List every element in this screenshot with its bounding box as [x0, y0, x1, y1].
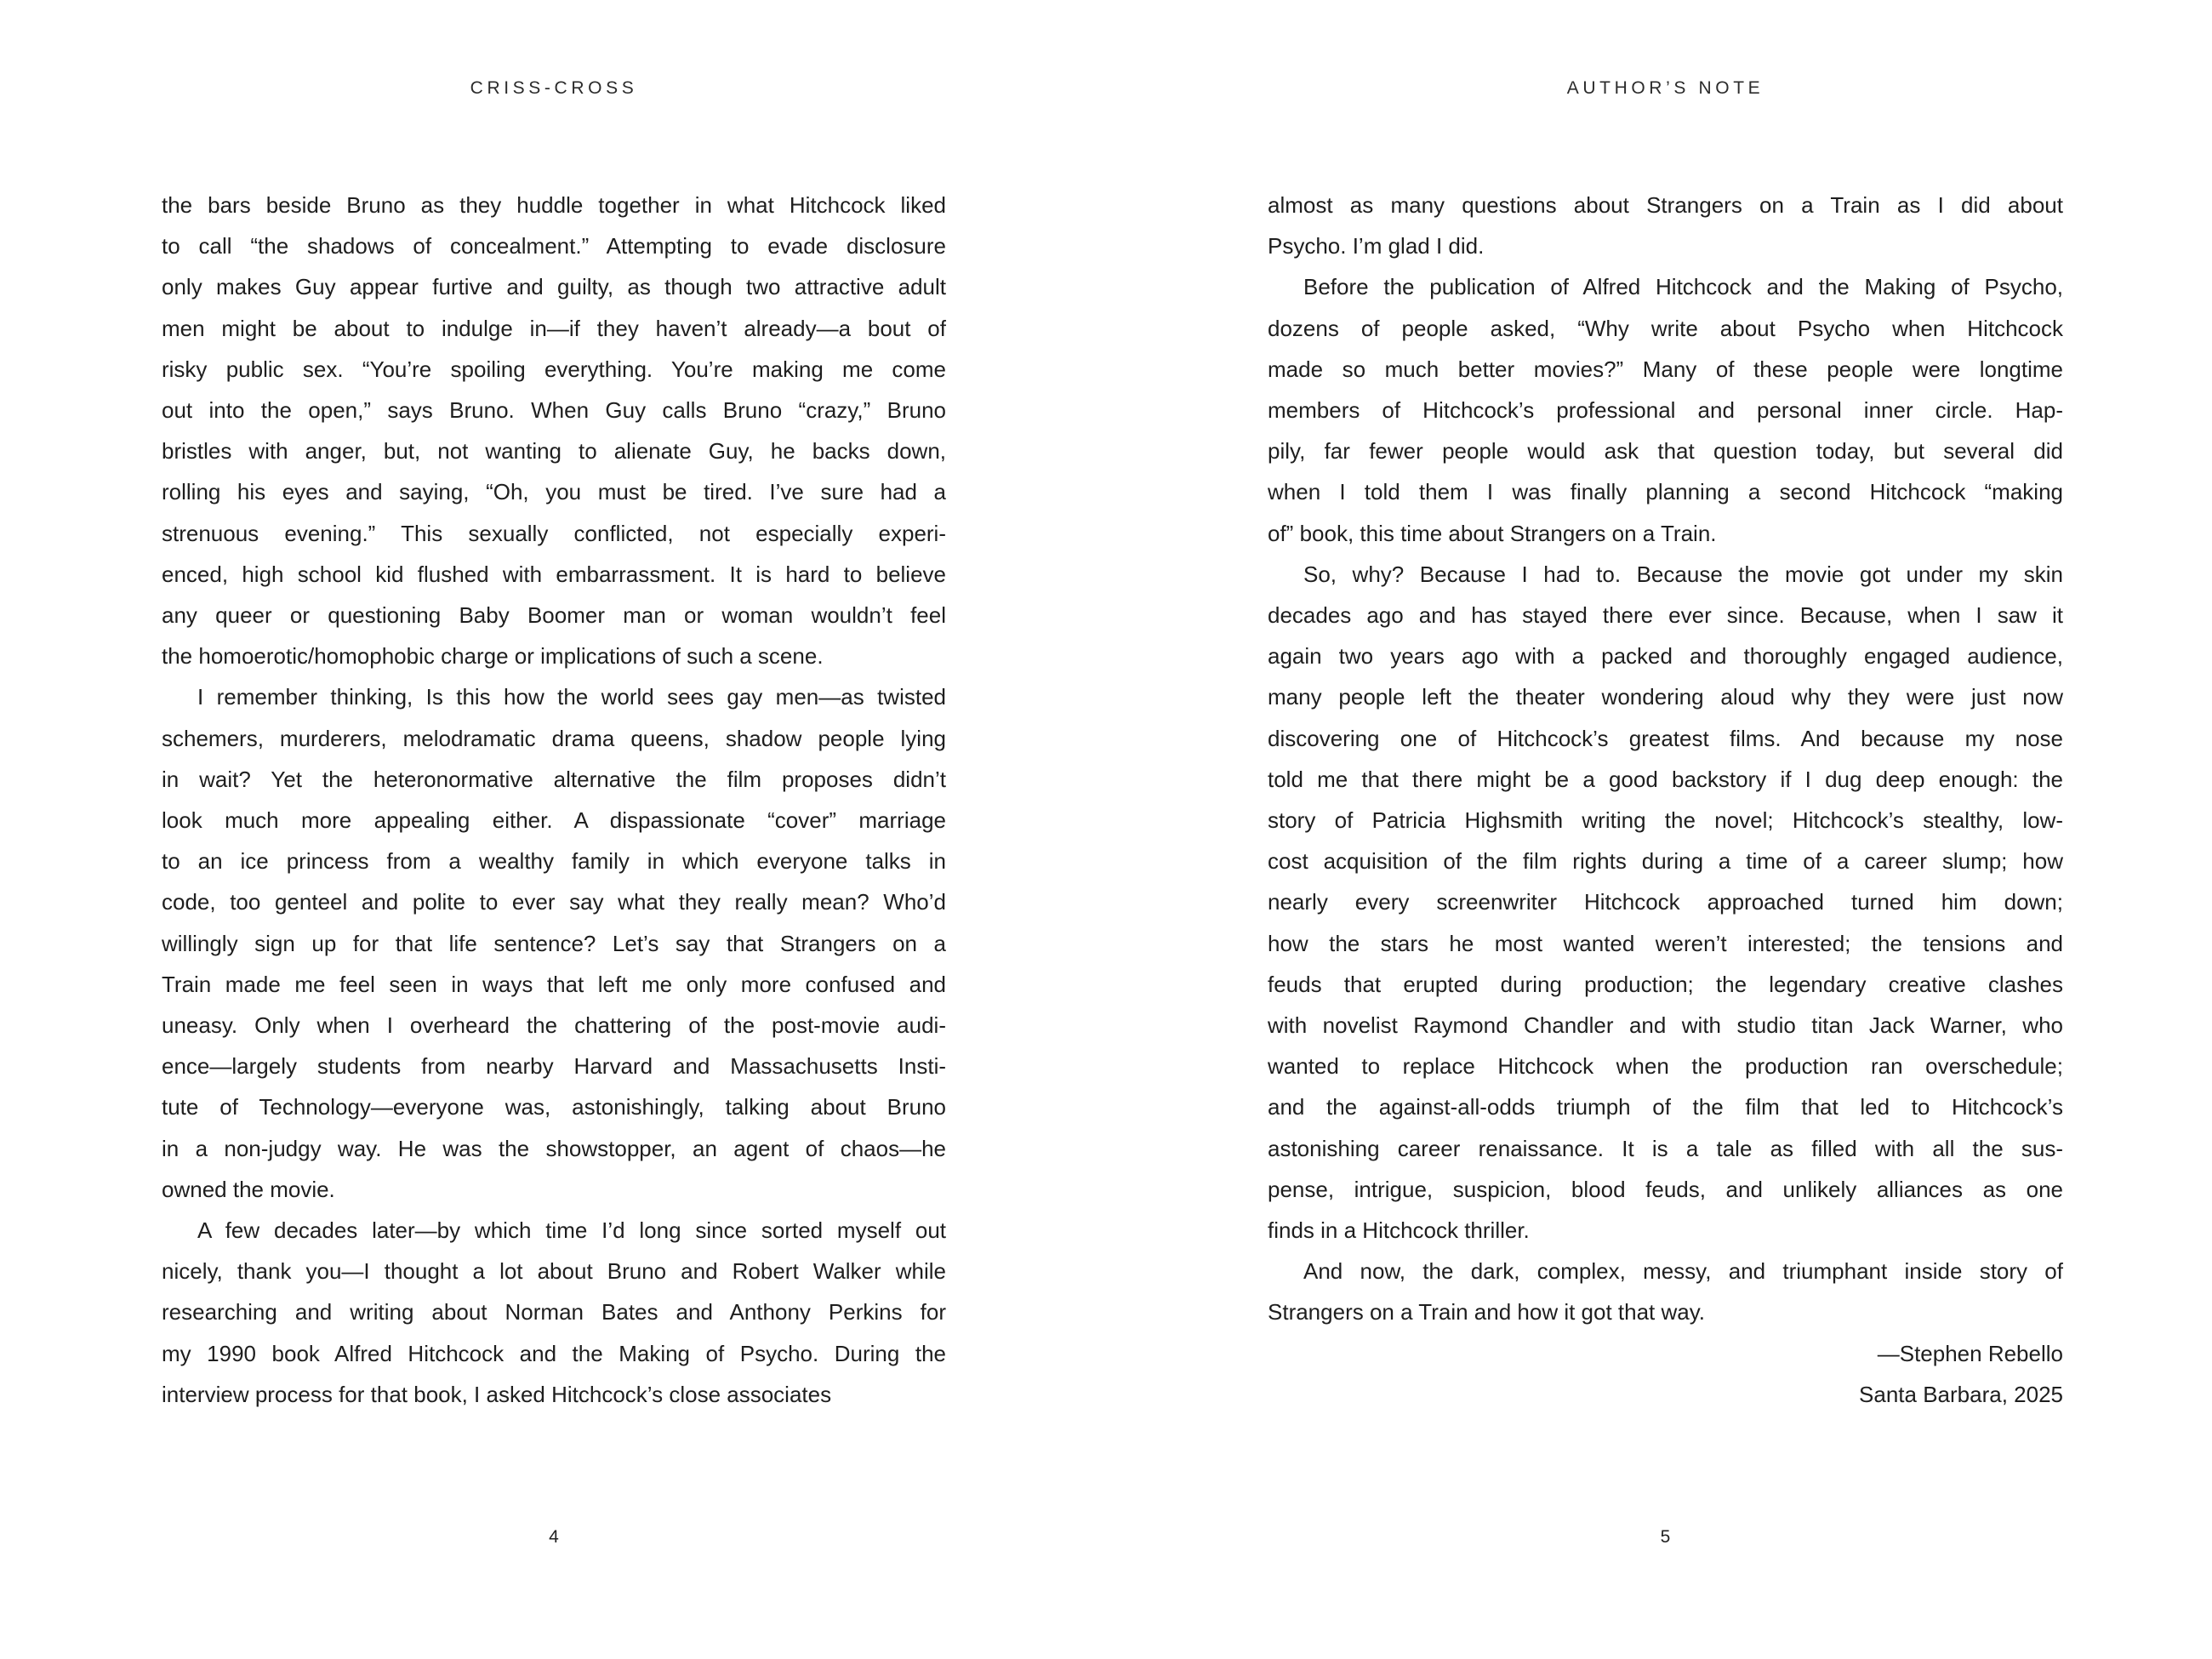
- text-line: Santa Barbara, 2025: [1859, 1381, 2063, 1407]
- text-line: discovering one of Hitchcock’s greatest films. And because my nose: [1268, 725, 2063, 751]
- page-number-left: 4: [549, 1527, 559, 1547]
- text-line: enced, high school kid flushed with embarrassment. It is hard to believe: [162, 561, 946, 587]
- paragraph: [1268, 1333, 2063, 1415]
- text-line: in a non-judgy way. He was the showstopper, an agent of chaos—he: [162, 1135, 946, 1161]
- paragraph: [1268, 266, 2063, 553]
- text-line: interview process for that book, I asked Hitchcock’s close associates: [162, 1381, 832, 1407]
- paragraph: [1268, 554, 2063, 1251]
- text-line: cost acquisition of the film rights during a time of a career slump; how: [1268, 848, 2063, 875]
- text-line: told me that there might be a good backstory if I dug deep enough: the: [1268, 766, 2063, 792]
- text-line: only makes Guy appear furtive and guilty, as though two attractive adult: [162, 274, 946, 300]
- text-line: when I told them I was finally planning a second Hitchcock “making: [1268, 479, 2063, 505]
- text-line: pily, far fewer people would ask that question today, but several did: [1268, 438, 2063, 465]
- running-head-left: CRISS-CROSS: [470, 78, 638, 98]
- text-line: the bars beside Bruno as they huddle together in what Hitchcock liked: [162, 192, 946, 218]
- text-line: feuds that erupted during production; the legendary creative clashes: [1268, 971, 2063, 997]
- text-line: rolling his eyes and saying, “Oh, you must be tired. I’ve sure had a: [162, 479, 946, 505]
- text-line: made so much better movies?” Many of these people were longtime: [1268, 356, 2063, 382]
- text-line: story of Patricia Highsmith writing the novel; Hitchcock’s stealthy, low-: [1268, 807, 2063, 834]
- text-line: bristles with anger, but, not wanting to alienate Guy, he backs down,: [162, 438, 946, 465]
- text-block-left: [162, 185, 946, 1415]
- text-line: again two years ago with a packed and thoroughly engaged audience,: [1268, 643, 2063, 670]
- paragraph: [1268, 185, 2063, 266]
- text-line: wanted to replace Hitchcock when the production ran overschedule;: [1268, 1053, 2063, 1080]
- text-line: —Stephen Rebello: [1877, 1340, 2063, 1366]
- text-line: Train made me feel seen in ways that left me only more confused and: [162, 971, 946, 997]
- text-line: Strangers on a Train and how it got that way.: [1268, 1299, 1706, 1325]
- text-line: strenuous evening.” This sexually conflicted, not especially experi-: [162, 520, 946, 546]
- running-head-right: AUTHOR’S NOTE: [1566, 78, 1764, 98]
- paragraph: [1268, 1251, 2063, 1332]
- page-number-right: 5: [1660, 1527, 1671, 1547]
- text-line: to call “the shadows of concealment.” Attempting to evade disclosure: [162, 233, 946, 259]
- text-line: tute of Technology—everyone was, astonishingly, talking about Bruno: [162, 1094, 946, 1120]
- text-line: any queer or questioning Baby Boomer man or woman wouldn’t feel: [162, 602, 946, 629]
- text-line: many people left the theater wondering aloud why they were just now: [1268, 684, 2063, 710]
- page-left: [162, 0, 946, 1659]
- text-line: And now, the dark, complex, messy, and triumphant inside story of: [1303, 1258, 2063, 1285]
- text-line: members of Hitchcock’s professional and personal inner circle. Hap-: [1268, 397, 2063, 424]
- text-line: of” book, this time about Strangers on a Train.: [1268, 520, 1717, 546]
- page-right: [1268, 0, 2063, 1659]
- text-line: dozens of people asked, “Why write about Psycho when Hitchcock: [1268, 315, 2063, 341]
- text-line: how the stars he most wanted weren’t interested; the tensions and: [1268, 930, 2063, 956]
- text-line: look much more appealing either. A dispassionate “cover” marriage: [162, 807, 946, 834]
- text-line: finds in a Hitchcock thriller.: [1268, 1217, 1530, 1244]
- text-line: schemers, murderers, melodramatic drama queens, shadow people lying: [162, 725, 946, 751]
- text-line: and the against-all-odds triumph of the film that led to Hitchcock’s: [1268, 1094, 2063, 1120]
- paragraph: [162, 1210, 946, 1415]
- text-line: A few decades later—by which time I’d long since sorted myself out: [197, 1217, 946, 1244]
- text-line: code, too genteel and polite to ever say what they really mean? Who’d: [162, 889, 946, 915]
- text-line: nearly every screenwriter Hitchcock approached turned him down;: [1268, 889, 2063, 915]
- text-line: to an ice princess from a wealthy family in which everyone talks in: [162, 848, 946, 875]
- text-line: out into the open,” says Bruno. When Guy calls Bruno “crazy,” Bruno: [162, 397, 946, 424]
- text-line: ence—largely students from nearby Harvard and Massachusetts Insti-: [162, 1053, 946, 1080]
- paragraph: [162, 185, 946, 676]
- text-line: nicely, thank you—I thought a lot about Bruno and Robert Walker while: [162, 1258, 946, 1285]
- text-line: uneasy. Only when I overheard the chattering of the post-movie audi-: [162, 1012, 946, 1039]
- text-line: researching and writing about Norman Bates and Anthony Perkins for: [162, 1299, 946, 1325]
- text-line: Psycho. I’m glad I did.: [1268, 233, 1485, 259]
- text-line: my 1990 book Alfred Hitchcock and the Making of Psycho. During the: [162, 1340, 946, 1366]
- text-line: I remember thinking, Is this how the world sees gay men—as twisted: [197, 684, 946, 710]
- text-line: pense, intrigue, suspicion, blood feuds, and unlikely alliances as one: [1268, 1176, 2063, 1202]
- text-line: Before the publication of Alfred Hitchcock and the Making of Psycho,: [1303, 274, 2063, 300]
- text-line: men might be about to indulge in—if they haven’t already—a bout of: [162, 315, 946, 341]
- text-line: with novelist Raymond Chandler and with studio titan Jack Warner, who: [1268, 1012, 2063, 1039]
- text-line: almost as many questions about Strangers on a Train as I did about: [1268, 192, 2063, 218]
- text-line: So, why? Because I had to. Because the movie got under my skin: [1303, 561, 2063, 587]
- text-line: in wait? Yet the heteronormative alternative the film proposes didn’t: [162, 766, 946, 792]
- paragraph: [162, 676, 946, 1210]
- text-line: decades ago and has stayed there ever since. Because, when I saw it: [1268, 602, 2063, 629]
- text-block-right: [1268, 185, 2063, 1415]
- text-line: the homoerotic/homophobic charge or implications of such a scene.: [162, 643, 824, 670]
- text-line: willingly sign up for that life sentence? Let’s say that Strangers on a: [162, 930, 946, 956]
- text-line: astonishing career renaissance. It is a tale as filled with all the sus-: [1268, 1135, 2063, 1161]
- text-line: owned the movie.: [162, 1176, 335, 1202]
- text-line: risky public sex. “You’re spoiling everything. You’re making me come: [162, 356, 946, 382]
